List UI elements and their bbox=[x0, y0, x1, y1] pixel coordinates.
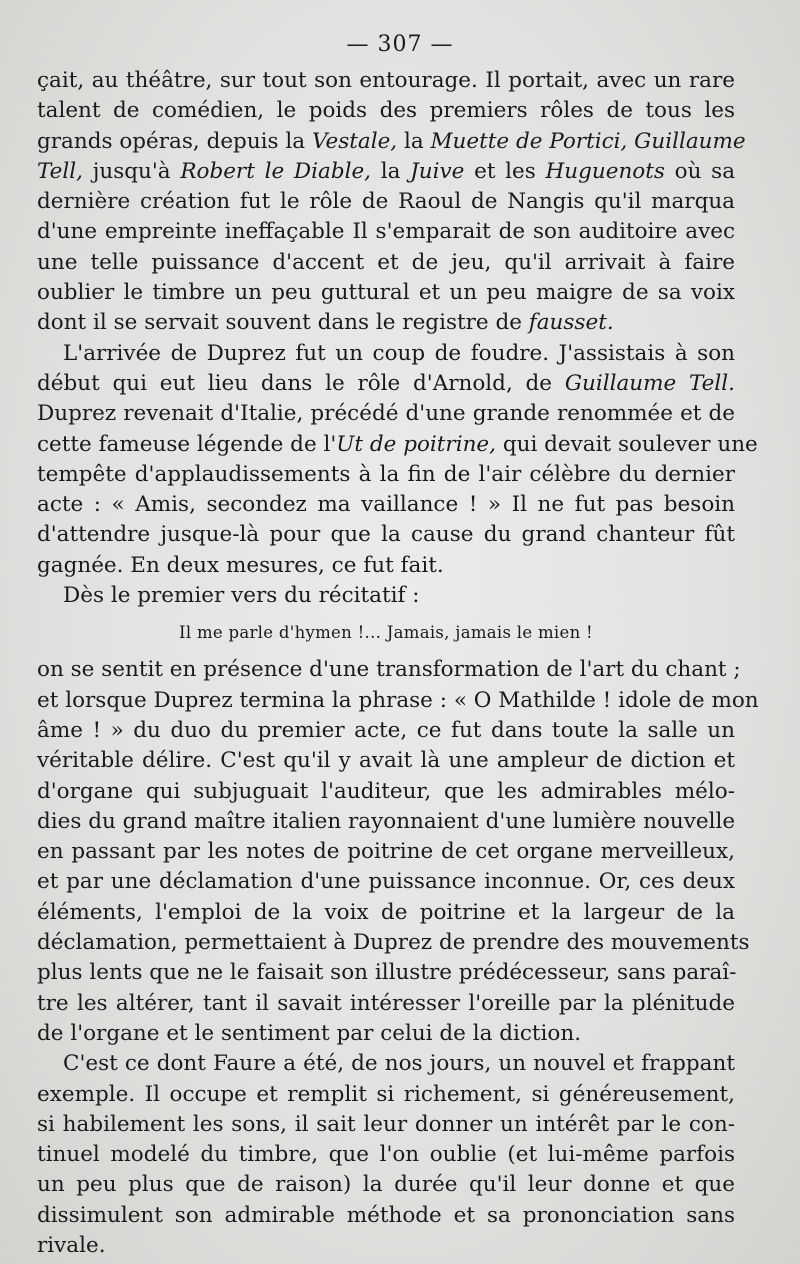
text-line bbox=[37, 867, 735, 897]
text-line bbox=[37, 248, 735, 278]
italic-title: Muette de Portici, Guillaume bbox=[430, 128, 746, 154]
text-line bbox=[37, 96, 735, 126]
italic-title: Juive bbox=[410, 158, 465, 184]
paragraph bbox=[37, 339, 758, 581]
text-run: d'attendre jusque-là pour que la cause du grand chanteur fût bbox=[37, 522, 735, 548]
text-line bbox=[37, 308, 735, 338]
text-run: çait, au théâtre, sur tout son entourage. Il portait, avec un rare bbox=[37, 68, 735, 93]
text-run: dont il se servait souvent dans le registre de bbox=[37, 310, 529, 336]
text-run: dernière création fut le rôle de Raoul de Nangis qu'il marqua bbox=[37, 189, 735, 215]
text-line bbox=[37, 807, 735, 837]
text-line bbox=[37, 1019, 735, 1049]
text-line bbox=[37, 490, 735, 520]
italic-title: Ut de poitrine, bbox=[336, 431, 496, 457]
text-run: où sa bbox=[664, 158, 736, 184]
paragraph bbox=[37, 655, 759, 1049]
text-run: et par une déclamation d'une puissance inconnue. Or, ces deux bbox=[37, 869, 735, 895]
text-line bbox=[37, 520, 735, 550]
text-run: Dès le premier vers du récitatif : bbox=[63, 583, 420, 609]
text-run: en passant par les notes de poitrine de cet organe merveilleux, bbox=[37, 839, 735, 865]
text-line bbox=[37, 187, 735, 217]
text-line bbox=[37, 66, 735, 96]
paragraph bbox=[37, 66, 746, 339]
text-run: âme ! » du duo du premier acte, ce fut dans toute la salle un bbox=[37, 717, 735, 743]
text-line bbox=[37, 399, 735, 429]
italic-title: Guillaume Tell. bbox=[564, 370, 735, 396]
text-run: oublier le timbre un peu guttural et un peu maigre de sa voix bbox=[37, 280, 735, 306]
text-run: on se sentit en présence d'une transformation de l'art du chant ; bbox=[37, 657, 741, 683]
paragraph bbox=[37, 581, 735, 611]
text-run: d'organe qui subjuguait l'auditeur, que les admirables mélo- bbox=[37, 778, 735, 804]
text-line bbox=[37, 1110, 735, 1140]
text-run: jusqu'à bbox=[82, 158, 181, 184]
text-run: de l'organe et le sentiment par celui de la diction. bbox=[37, 1020, 582, 1046]
text-run: Duprez revenait d'Italie, précédé d'une grande renommée et de bbox=[37, 401, 735, 427]
text-line bbox=[37, 1170, 735, 1200]
text-run: véritable délire. C'est qu'il y avait là une ampleur de diction et bbox=[37, 748, 735, 774]
italic-title: Tell, bbox=[37, 158, 83, 184]
text-run: talent de comédien, le poids des premiers rôles de tous les bbox=[37, 98, 735, 124]
text-line bbox=[37, 460, 735, 490]
text-line bbox=[37, 898, 735, 928]
text-line bbox=[37, 551, 735, 581]
text-line bbox=[37, 1140, 735, 1170]
paragraph bbox=[37, 1049, 735, 1261]
text-run: déclamation, permettaient à Duprez de prendre des mouvements bbox=[37, 930, 750, 956]
text-run: si habilement les sons, il sait leur donner un intérêt par le con- bbox=[37, 1111, 735, 1137]
text-line bbox=[37, 989, 735, 1019]
text-run: gagnée. En deux mesures, ce fut fait. bbox=[37, 552, 444, 578]
text-run: C'est ce dont Faure a été, de nos jours, un nouvel et frappant bbox=[63, 1051, 735, 1077]
text-run: d'une empreinte ineffaçable Il s'emparait de son auditoire avec bbox=[37, 219, 735, 245]
text-line bbox=[37, 716, 735, 746]
page-body bbox=[37, 66, 759, 1261]
text-line bbox=[37, 157, 735, 187]
text-line bbox=[37, 127, 746, 157]
text-run: rivale. bbox=[37, 1232, 106, 1258]
text-line bbox=[37, 1201, 735, 1231]
italic-title: Robert le Diable, bbox=[180, 158, 372, 184]
text-line bbox=[37, 1049, 735, 1079]
text-run: dies du grand maître italien rayonnaient d'une lumière nouvelle bbox=[37, 808, 736, 834]
text-line bbox=[37, 1080, 735, 1110]
text-run: tre les altérer, tant il savait intéresser l'oreille par la plénitude bbox=[37, 990, 735, 1016]
text-run: un peu plus que de raison) la durée qu'il leur donne et que bbox=[37, 1172, 735, 1198]
text-line bbox=[37, 430, 758, 460]
text-run: début qui eut lieu dans le rôle d'Arnold, de bbox=[37, 370, 565, 396]
text-run: L'arrivée de Duprez fut un coup de foudre. J'assistais à son bbox=[63, 340, 735, 366]
text-run: exemple. Il occupe et remplit si richement, si généreusement, bbox=[37, 1081, 735, 1107]
italic-title: fausset. bbox=[528, 310, 614, 336]
text-run: la bbox=[371, 158, 411, 184]
text-run: tinuel modelé du timbre, que l'on oublie (et lui-même parfois bbox=[37, 1142, 735, 1168]
text-run: une telle puissance d'accent et de jeu, qu'il arrivait à faire bbox=[37, 249, 735, 275]
text-line bbox=[37, 777, 735, 807]
italic-title: Huguenots bbox=[545, 158, 665, 184]
text-run: et lorsque Duprez termina la phrase : « O Mathilde ! idole de mon bbox=[37, 687, 759, 713]
text-run: et les bbox=[464, 158, 546, 184]
text-line bbox=[37, 746, 735, 776]
text-line bbox=[37, 217, 735, 247]
text-run: tempête d'applaudissements à la fin de l'air célèbre du dernier bbox=[37, 461, 735, 487]
text-line bbox=[37, 837, 735, 867]
italic-title: Vestale, bbox=[311, 128, 398, 154]
text-run: grands opéras, depuis la bbox=[37, 128, 312, 154]
text-run: la bbox=[397, 128, 431, 154]
text-line bbox=[37, 655, 741, 685]
text-run: cette fameuse légende de l' bbox=[37, 431, 337, 457]
text-line bbox=[37, 928, 750, 958]
text-line bbox=[37, 958, 735, 988]
text-run: éléments, l'emploi de la voix de poitrine et la largeur de la bbox=[37, 899, 735, 925]
verse-quote: Il me parle d'hymen !... Jamais, jamais le mien ! bbox=[179, 623, 593, 643]
text-line bbox=[37, 339, 735, 369]
text-run: plus lents que ne le faisait son illustre prédécesseur, sans paraî- bbox=[37, 960, 737, 986]
text-run: qui devait soulever une bbox=[496, 431, 758, 457]
page-number: — 307 — bbox=[346, 32, 454, 57]
text-line bbox=[37, 686, 759, 716]
text-line bbox=[37, 581, 735, 611]
text-line bbox=[37, 1231, 735, 1261]
text-line bbox=[37, 369, 735, 399]
text-run: dissimulent son admirable méthode et sa prononciation sans bbox=[37, 1202, 735, 1228]
text-line bbox=[37, 278, 735, 308]
text-run: acte : « Amis, secondez ma vaillance ! » Il ne fut pas besoin bbox=[37, 492, 735, 518]
